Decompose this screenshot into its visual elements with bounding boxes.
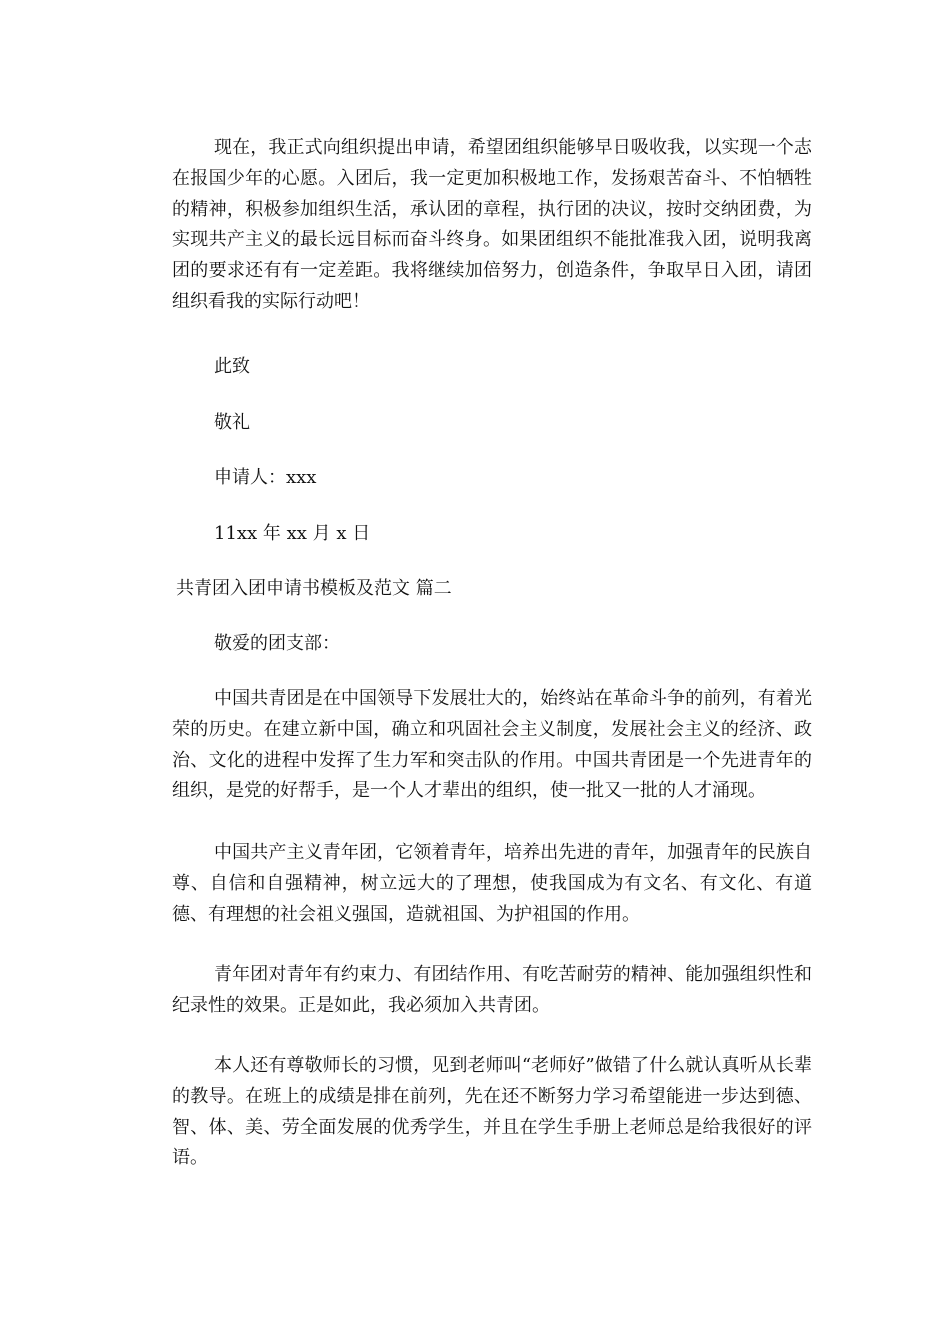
body-paragraph-4: 本人还有尊敬师长的习惯，见到老师叫“老师好”做错了什么就认真听从长辈的教导。在班上的成绩是排在前列，先在还不断努力学习希望能进一步达到德、智、体、美、劳全面发展的优秀学生，并且在学生手册上老师总是给我很好的评语。 xyxy=(172,1055,812,1169)
applicant-line: 申请人：xxx xyxy=(214,467,317,488)
closing-jingli: 敬礼 xyxy=(214,412,250,433)
closing-cizhi: 此致 xyxy=(214,356,250,377)
section-title: 共青团入团申请书模板及范文 篇二 xyxy=(176,578,452,599)
body-paragraph-3: 青年团对青年有约束力、有团结作用、有吃苦耐劳的精神、能加强组织性和纪录性的效果。正是如此，我必须加入共青团。 xyxy=(172,964,812,1016)
body-paragraph-1: 中国共青团是在中国领导下发展壮大的，始终站在革命斗争的前列，有着光荣的历史。在建立新中国，确立和巩固社会主义制度，发展社会主义的经济、政治、文化的进程中发挥了生力军和突击队的作用。中国共青团是一个先进青年的组织，是党的好帮手，是一个人才辈出的组织，使一批又一批的人才涌现。 xyxy=(172,688,812,802)
date-line: 11xx 年 xx 月 x 日 xyxy=(214,523,371,544)
body-paragraph-2: 中国共产主义青年团，它领着青年，培养出先进的青年，加强青年的民族自尊、自信和自强精神，树立远大的了理想，使我国成为有文名、有文化、有道德、有理想的社会祖义强国，造就祖国、为护祖国的作用。 xyxy=(172,842,812,925)
intro-paragraph: 现在，我正式向组织提出申请，希望团组织能够早日吸收我，以实现一个志在报国少年的心愿。入团后，我一定更加积极地工作，发扬艰苦奋斗、不怕牺牲的精神，积极参加组织生活，承认团的章程，执行团的决议，按时交纳团费，为实现共产主义的最长远目标而奋斗终身。如果团组织不能批准我入团，说明我离团的要求还有有一定差距。我将继续加倍努力，创造条件，争取早日入团，请团组织看我的实际行动吧！ xyxy=(172,137,812,312)
salutation: 敬爱的团支部： xyxy=(214,633,340,654)
